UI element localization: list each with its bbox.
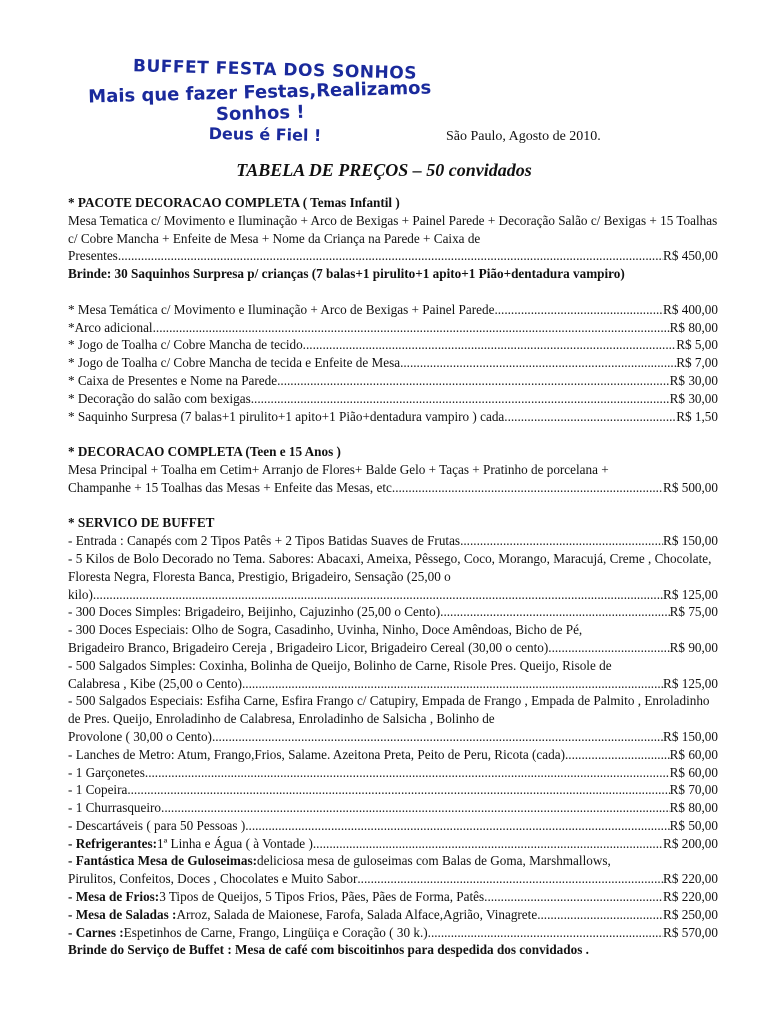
logo-line-3: Deus é Fiel !: [208, 124, 322, 145]
item-text: 3 Tipos de Queijos, 5 Tipos Frios, Pães, Pães de Forma, Patês: [159, 889, 485, 905]
item-text: Pirulitos, Confeitos, Doces , Chocolates e Muito Sabor: [68, 871, 358, 887]
item-text: Calabresa , Kibe (25,00 o Cento): [68, 675, 242, 691]
line-price: R$ 450,00: [663, 248, 718, 264]
item-price: R$ 220,00: [663, 871, 718, 887]
list-item: [68, 870, 718, 888]
item-text: - Lanches de Metro: Atum, Frango,Frios, Salame. Azeitona Preta, Peito de Peru, Ricota (cada): [68, 746, 565, 762]
salgados-especiais-description: - 500 Salgados Especiais: Esfiha Carne, Esfira Frango c/ Catupiry, Empada de Frango , Empada de Palmito , Enroladinho de Pres. Queijo, Enroladinho de Calabresa, Enroladinho de Salsicha , Bolinho de: [68, 693, 710, 727]
item-label: - Fantástica Mesa de Guloseimas:: [68, 853, 257, 869]
buffet-brinde: Brinde do Serviço de Buffet : Mesa de café com biscoitinhos para despedida dos convidados .: [68, 942, 589, 958]
list-item: [68, 817, 718, 835]
document-date: São Paulo, Agosto de 2010.: [446, 129, 601, 144]
item-price: R$ 400,00: [663, 301, 718, 317]
list-item: [68, 675, 718, 693]
item-label: - Mesa de Saladas :: [68, 906, 177, 922]
item-text: *Arco adicional: [68, 319, 153, 335]
item-price: R$ 90,00: [669, 639, 718, 655]
list-item: [68, 799, 718, 817]
pacote-description: Mesa Tematica c/ Movimento e Iluminação + Arco de Bexigas + Painel Parede + Decoração Salão c/ Bexigas + 15 Toalhas c/ Cobre Mancha + Enfeite de Mesa + Nome da Criança na Parede + Caixa de: [68, 212, 718, 246]
item-price: R$ 75,00: [669, 604, 718, 620]
item-price: R$ 80,00: [669, 800, 718, 816]
section-heading-teen: * DECORACAO COMPLETA (Teen e 15 Anos ): [68, 444, 341, 460]
item-price: R$ 80,00: [669, 319, 718, 335]
teen-description: Mesa Principal + Toalha em Cetim+ Arranjo de Flores+ Balde Gelo + Taças + Pratinho de porcelana +: [68, 461, 609, 477]
line-text: Presentes: [68, 248, 118, 264]
item-price: R$ 30,00: [669, 372, 718, 388]
line-text: Champanhe + 15 Toalhas das Mesas + Enfeite das Mesas, etc.: [68, 479, 396, 495]
item-price: R$ 50,00: [669, 817, 718, 833]
item-text: - 1 Copeira: [68, 782, 128, 798]
item-price: R$ 570,00: [663, 924, 718, 940]
price-list: [68, 194, 718, 959]
item-text: Provolone ( 30,00 o Cento): [68, 728, 212, 744]
item-text: Arroz, Salada de Maionese, Farofa, Salada Alface,Agrião, Vinagrete: [176, 906, 538, 922]
item-text: * Jogo de Toalha c/ Cobre Mancha de tecida e Enfeite de Mesa: [68, 355, 401, 371]
item-text: * Decoração do salão com bexigas: [68, 390, 251, 406]
item-price: R$ 250,00: [663, 906, 718, 922]
line-price: R$ 500,00: [663, 479, 718, 495]
list-item: [68, 888, 718, 906]
page-title: TABELA DE PREÇOS – 50 convidados: [236, 160, 532, 180]
item-text: 1ª Linha e Água ( à Vontade ): [156, 835, 313, 851]
item-price: R$ 60,00: [669, 764, 718, 780]
section-heading-pacote: * PACOTE DECORACAO COMPLETA ( Temas Infantil ): [68, 195, 400, 210]
item-label: - Mesa de Frios:: [68, 889, 160, 905]
list-item: [68, 586, 718, 604]
item-price: R$ 200,00: [663, 835, 718, 851]
item-text: * Saquinho Surpresa (7 balas+1 pirulito+1 apito+1 Pião+dentadura vampiro ) cada: [68, 408, 505, 424]
item-text: Brigadeiro Branco, Brigadeiro Cereja , Brigadeiro Licor, Brigadeiro Cereal (30,00 o cento): [68, 639, 549, 655]
item-price: R$ 7,00: [676, 355, 718, 371]
list-item: [68, 372, 718, 390]
list-item: [68, 781, 718, 799]
item-price: R$ 150,00: [663, 728, 718, 744]
list-item: [68, 603, 718, 621]
item-text: deliciosa mesa de guloseimas com Balas de Goma, Marshmallows,: [257, 853, 611, 869]
logo-line-1: BUFFET FESTA DOS SONHOS: [132, 56, 418, 84]
item-text: kilo): [68, 586, 93, 602]
item-price: R$ 220,00: [663, 889, 718, 905]
list-item: [68, 408, 718, 426]
item-price: R$ 60,00: [669, 746, 718, 762]
list-item: [68, 764, 718, 782]
logo-line-2: Mais que fazer Festas,Realizamos Sonhos !: [88, 77, 432, 126]
item-text: - 1 Churrasqueiro: [68, 800, 162, 816]
item-price: R$ 30,00: [669, 390, 718, 406]
list-item: [68, 301, 718, 319]
item-price: R$ 150,00: [663, 533, 718, 549]
item-text: - 1 Garçonetes: [68, 764, 145, 780]
doces-especiais-description: - 300 Doces Especiais: Olho de Sogra, Casadinho, Uvinha, Ninho, Doce Amêndoas, Bicho de Pé,: [68, 622, 583, 638]
list-item: [68, 354, 718, 372]
item-price: R$ 125,00: [663, 675, 718, 691]
list-item: [68, 924, 718, 942]
pacote-price-line: [68, 247, 718, 265]
bolo-description: - 5 Kilos de Bolo Decorado no Tema. Sabores: Abacaxi, Ameixa, Pêssego, Coco, Morango, Maracujá, Creme , Chocolate, Floresta Negra, Floresta Banca, Prestigio, Brigadeiro, Sensação (25,00 o: [68, 550, 712, 584]
item-text: * Caixa de Presentes e Nome na Parede: [68, 372, 278, 388]
list-item: [68, 852, 718, 870]
item-text: * Jogo de Toalha c/ Cobre Mancha de tecido: [68, 337, 303, 353]
salgados-simples-description: - 500 Salgados Simples: Coxinha, Bolinha de Queijo, Bolinho de Carne, Risole Pres. Queijo, Risole de: [68, 657, 612, 673]
item-label: - Refrigerantes:: [68, 835, 157, 851]
section-heading-buffet: * SERVICO DE BUFFET: [68, 515, 215, 531]
list-item: [68, 728, 718, 746]
list-item: [68, 906, 718, 924]
item-text: - Entrada : Canapés com 2 Tipos Patês + 2 Tipos Batidas Suaves de Frutas: [68, 533, 461, 549]
buffet-logo: [60, 56, 460, 145]
item-price: R$ 5,00: [676, 337, 718, 353]
list-item: [68, 746, 718, 764]
list-item: [68, 336, 718, 354]
item-text: - 300 Doces Simples: Brigadeiro, Beijinho, Cajuzinho (25,00 o Cento): [68, 604, 441, 620]
item-price: R$ 1,50: [676, 408, 718, 424]
item-text: Espetinhos de Carne, Frango, Lingüiça e Coração ( 30 k.): [123, 924, 428, 940]
list-item: [68, 639, 718, 657]
list-item: [68, 390, 718, 408]
list-item: [68, 835, 718, 853]
item-price: R$ 125,00: [663, 586, 718, 602]
list-item: [68, 532, 718, 550]
item-price: R$ 70,00: [669, 782, 718, 798]
teen-price-line: [68, 479, 718, 497]
pacote-brinde: Brinde: 30 Saquinhos Surpresa p/ crianças (7 balas+1 pirulito+1 apito+1 Pião+dentadura vampiro): [68, 266, 625, 282]
item-text: - Descartáveis ( para 50 Pessoas ): [68, 817, 246, 833]
item-label: - Carnes :: [68, 924, 124, 940]
item-text: * Mesa Temática c/ Movimento e Iluminação + Arco de Bexigas + Painel Parede: [68, 301, 495, 317]
list-item: [68, 319, 718, 337]
